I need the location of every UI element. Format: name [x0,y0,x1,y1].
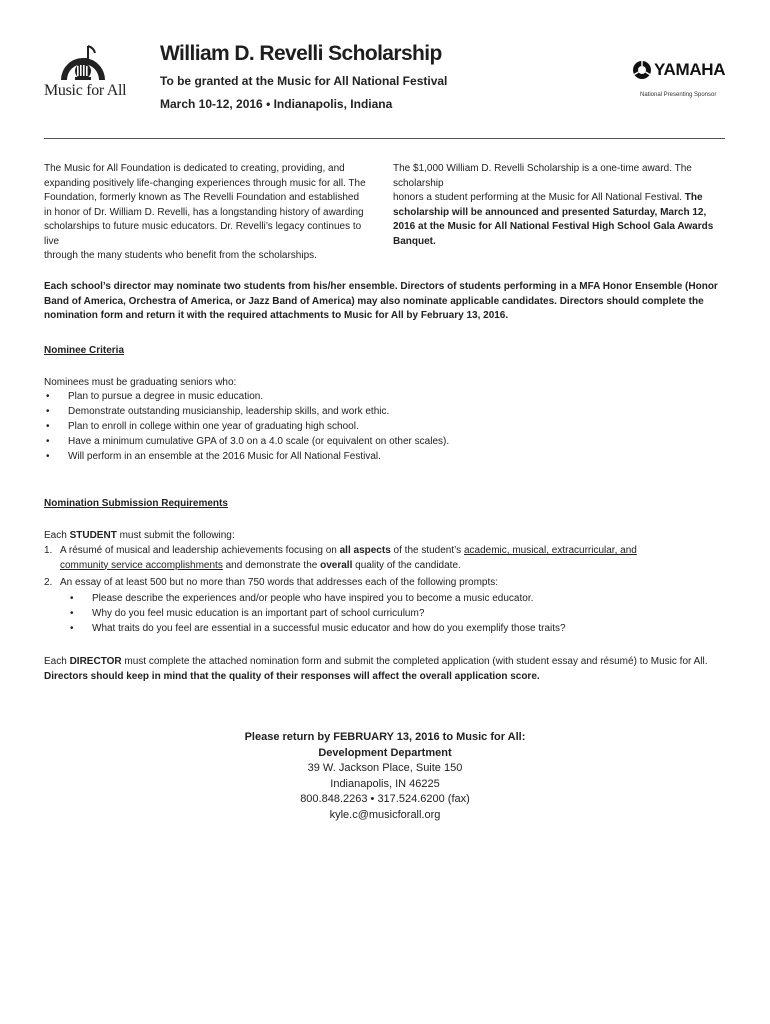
sponsor-label: National Presenting Sponsor [640,92,717,98]
nominee-criteria-heading: Nominee Criteria [44,345,125,356]
director-emphasis: DIRECTOR [69,656,122,667]
street-address: 39 W. Jackson Place, Suite 150 [307,762,463,774]
intro-line: in honor of Dr. William D. Revelli, has a longstanding history of awarding [44,206,364,218]
subtitle: To be granted at the Music for All National Festival [160,74,448,88]
requirement-item-1 [44,544,664,573]
music-for-all-logo [44,44,126,106]
requirement-text [44,544,664,573]
submission-requirements-heading: Nomination Submission Requirements [44,498,228,509]
intro-line: scholarships to future music educators. Dr. Revelli’s legacy continues to live [44,221,362,247]
nomination-line: Band of America, Orchestra of America, or Jazz Band of America) may also nominate applicable candidates. Directors should complete the [44,295,704,307]
award-line: The $1,000 William D. Revelli Scholarship is a one-time award. The scholarship [393,163,692,189]
yamaha-logo [632,59,728,81]
director-paragraph [44,655,730,684]
city-state-zip: Indianapolis, IN 46225 [330,777,440,790]
yamaha-tuning-fork-icon [632,60,652,80]
text: and demonstrate the [222,559,321,571]
bold-text: overall [320,559,353,571]
text: must complete the attached nomination form and submit the completed application (with student essay and résumé) to Music for All. [121,656,708,667]
header-divider [44,138,725,139]
criteria-item: • Demonstrate outstanding musicianship, leadership skills, and work ethic. [44,404,644,419]
award-text: honors a student performing at the Music for All National Festival. [393,192,683,203]
text: of the student’s [390,545,464,556]
award-bold-text: The [682,192,703,203]
criteria-item: • Have a minimum cumulative GPA of 3.0 on a 4.0 scale (or equivalent on other scales). [44,434,644,449]
essay-prompts-list [68,591,668,636]
intro-column-left [44,162,374,264]
criteria-intro: Nominees must be graduating seniors who: [44,377,237,388]
contact-email: kyle.c@musicforall.org [329,808,441,821]
director-bold-line: Directors should keep in mind that the quality of their responses will affect the overall application score. [44,670,540,682]
phone-fax: 800.848.2263 • 317.524.6200 (fax) [300,793,470,805]
nomination-paragraph [44,280,730,324]
award-bold-line: Banquet. [393,235,436,247]
criteria-item: • Plan to pursue a degree in music education. [44,389,644,404]
intro-line: expanding positively life-changing experiences through music for all. The [44,177,366,189]
essay-prompt: • Why do you feel music education is an important part of school curriculum? [68,606,668,621]
text: must submit the following: [116,530,235,541]
criteria-list [44,389,644,464]
text: A résumé of musical and leadership achievements focusing on [60,545,340,556]
page-title: William D. Revelli Scholarship [160,42,442,65]
return-address-block [0,730,770,823]
bold-text: all aspects [339,545,391,556]
intro-line: Foundation, formerly known as The Revelli Foundation and established [44,192,359,203]
nomination-line: Each school’s director may nominate two students from his/her ensemble. Directors of students performing in a MFA Honor Ensemble (Honor [44,281,718,292]
department-name: Development Department [318,746,452,759]
underlined-text: community service accomplishments [60,559,223,571]
text: quality of the candidate. [352,559,461,571]
text: Each [44,530,70,541]
requirements-intro [44,529,235,544]
return-deadline: Please return by FEBRUARY 13, 2016 to Music for All: [244,731,526,743]
list-number: 1. [44,545,53,556]
event-dates: March 10-12, 2016 • Indianapolis, Indiana [160,97,393,111]
yamaha-wordmark: YAMAHA [654,60,726,79]
award-bold-line: 2016 at the Music for All National Festival High School Gala Awards [393,221,714,232]
text: Each [44,656,70,667]
intro-column-right [393,162,728,249]
director-line [44,655,730,670]
underlined-text: academic, musical, extracurricular, and [463,545,637,556]
essay-prompt: • Please describe the experiences and/or people who have inspired you to become a music educator. [68,591,668,606]
nomination-line: nomination form and return it with the required attachments to Music for All by February 13, 2016. [44,310,509,321]
requirement-text: An essay of at least 500 but no more than 750 words that addresses each of the following prompts: [60,577,499,588]
criteria-item: • Plan to enroll in college within one year of graduating high school. [44,419,644,434]
requirement-item-2 [44,576,664,591]
intro-line: through the many students who benefit from the scholarships. [44,250,317,261]
intro-line: The Music for All Foundation is dedicated to creating, providing, and [44,163,345,174]
essay-prompt: • What traits do you feel are essential in a successful music educator and how do you exemplify those traits? [68,621,668,636]
award-line [393,191,728,206]
music-for-all-logo-icon [58,44,108,82]
criteria-item: • Will perform in an ensemble at the 2016 Music for All National Festival. [44,449,644,464]
logo-text: Music for All [44,82,127,99]
award-bold-line: scholarship will be announced and presented Saturday, March 12, [393,206,707,218]
list-number: 2. [44,577,53,588]
student-emphasis: STUDENT [69,530,117,541]
